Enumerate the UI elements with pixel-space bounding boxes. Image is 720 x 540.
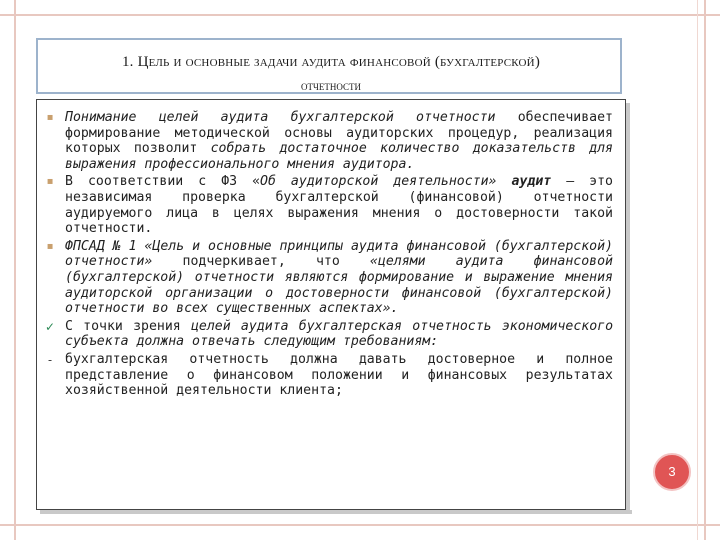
list-item-5 [37, 352, 627, 399]
frame-top-line [0, 14, 720, 16]
bullet-icon: ▪ [46, 176, 54, 188]
list-item-1 [37, 110, 627, 172]
bullet-icon: ▪ [46, 112, 54, 123]
content-box [36, 99, 626, 510]
list-item-text [65, 239, 613, 317]
list-item-text [65, 174, 613, 236]
text-regular: бухгалтерская отчетность должна давать достоверное и полное представление о финансовом положении и финансовых результатах хозяйственной деятельности клиента; [65, 351, 613, 399]
frame-left-line [14, 0, 16, 540]
list-item-4 [37, 319, 627, 350]
checkmark-icon: ✓ [44, 319, 56, 334]
text-italic: ФПСАД № 1 «Цель и основные принципы аудита финансовой (бухгалтерской) отчетности» [65, 238, 613, 270]
list-item-text [65, 319, 613, 350]
list-item-text [65, 110, 613, 172]
dash-icon: - [47, 352, 53, 367]
text-regular: – это независимая проверка бухгалтерской (финансовой) отчетности аудируемого лица в целях выражения мнения о достоверности такой отчетности. [65, 174, 613, 237]
frame-right-inner-line [697, 0, 698, 540]
bullet-icon: ▪ [46, 240, 54, 252]
title-box [36, 38, 622, 94]
frame-bottom-line [0, 524, 720, 526]
slide-title [46, 50, 616, 98]
frame-right-line [704, 0, 706, 540]
text-regular [496, 174, 511, 189]
list-item-2 [37, 174, 627, 236]
text-italic: Понимание целей аудита бухгалтерской отчетности [65, 110, 496, 125]
text-italic: «целями аудита финансовой (бухгалтерской) отчетности являются формирование и выражение мнения аудиторской организации о достоверности финансовой (бухгалтерской) отчетности во всех существенных аспектах». [65, 254, 613, 317]
text-regular: С точки зрения [65, 318, 191, 334]
text-bold-italic: аудит [511, 174, 552, 190]
title-line-1: 1. Цель и основные задачи аудита финансовой (бухгалтерской) [121, 54, 541, 70]
list-item-3 [37, 239, 627, 317]
text-italic: целей аудита бухгалтерская отчетность экономического субъекта должна отвечать следующим требованиям: [65, 318, 614, 350]
page-number-badge: 3 [653, 453, 691, 491]
title-line-2: отчетности [301, 78, 361, 93]
list-item-text [65, 352, 613, 399]
text-regular: обеспечивает формирование методической основы аудиторских процедур, реализация которых позволит [65, 110, 613, 157]
text-italic: собрать достаточное количество доказательств для выражения профессионального мнения аудитора. [65, 141, 613, 172]
text-regular: В соответствии с ФЗ « [65, 174, 261, 190]
content-list [37, 110, 627, 401]
text-italic: Об аудиторской деятельности» [260, 174, 497, 190]
text-regular: подчеркивает, что [152, 254, 370, 270]
